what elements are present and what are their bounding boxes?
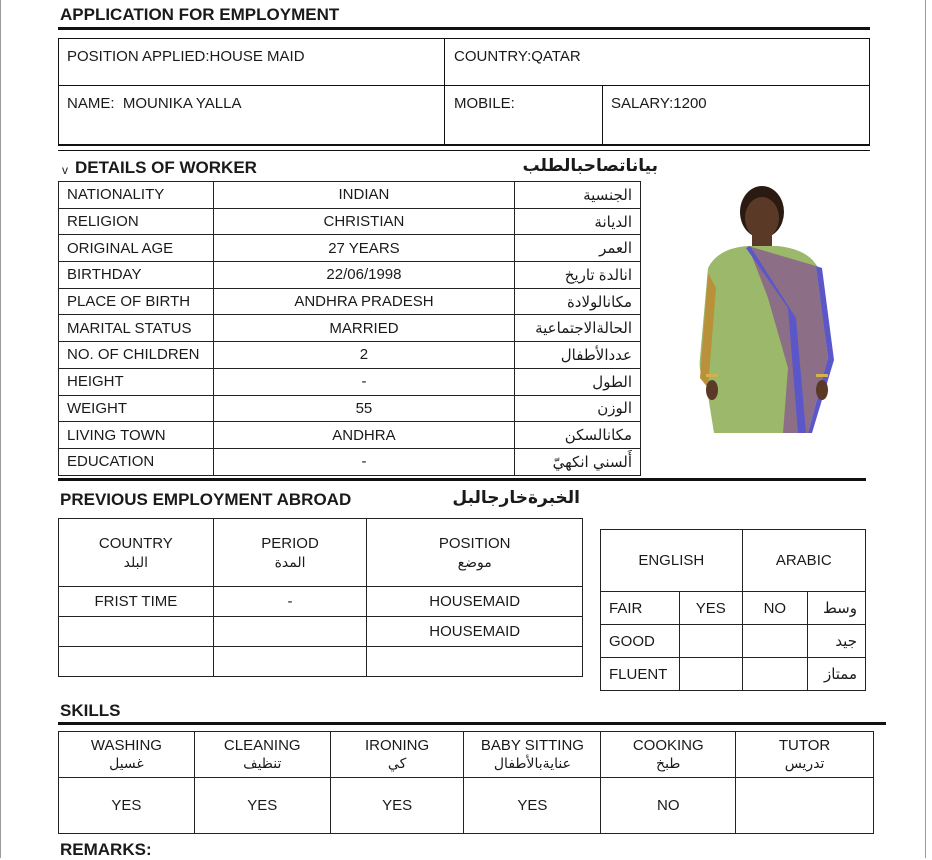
previous-cell bbox=[367, 647, 583, 677]
details-label: NO. OF CHILDREN bbox=[59, 342, 214, 369]
skill-value: YES bbox=[59, 778, 195, 834]
skills-table bbox=[58, 731, 874, 834]
skill-header bbox=[59, 732, 195, 778]
skill-label-ar: تنظيف bbox=[243, 755, 282, 771]
details-marker: v bbox=[62, 163, 68, 177]
language-header-row bbox=[601, 530, 866, 592]
details-label-ar: الوزن bbox=[515, 395, 641, 422]
skills-heading: SKILLS bbox=[60, 701, 121, 720]
previous-header-row bbox=[59, 519, 583, 587]
skills-rule bbox=[58, 722, 886, 725]
skill-value: NO bbox=[601, 778, 736, 834]
details-heading: DETAILS OF WORKER bbox=[75, 158, 257, 177]
language-level: FLUENT bbox=[601, 658, 680, 691]
details-value: - bbox=[213, 368, 514, 395]
details-value: INDIAN bbox=[213, 182, 514, 209]
section-rule bbox=[58, 478, 866, 481]
details-label: MARITAL STATUS bbox=[59, 315, 214, 342]
previous-column-header bbox=[367, 519, 583, 587]
previous-employment-table bbox=[58, 518, 583, 677]
details-row bbox=[59, 368, 641, 395]
details-value: CHRISTIAN bbox=[213, 208, 514, 235]
details-value: 55 bbox=[213, 395, 514, 422]
details-label: HEIGHT bbox=[59, 368, 214, 395]
details-label: BIRTHDAY bbox=[59, 262, 214, 289]
arabic-value: NO bbox=[742, 592, 808, 625]
previous-cell: HOUSEMAID bbox=[367, 587, 583, 617]
column-label-en: COUNTRY bbox=[98, 534, 173, 552]
applicant-photo bbox=[688, 178, 836, 436]
details-label-ar: أَلسني انكهيّ bbox=[515, 448, 641, 475]
column-label-en: POSITION bbox=[438, 534, 511, 552]
arabic-header: ARABIC bbox=[742, 530, 865, 592]
skill-label-ar: طبخ bbox=[656, 755, 681, 771]
previous-cell: HOUSEMAID bbox=[367, 617, 583, 647]
skill-label-ar: كي bbox=[387, 755, 407, 771]
language-level-ar: وسط bbox=[808, 592, 866, 625]
arabic-value bbox=[742, 625, 808, 658]
details-value: MARRIED bbox=[213, 315, 514, 342]
previous-cell bbox=[213, 647, 367, 677]
language-level: FAIR bbox=[601, 592, 680, 625]
language-level-ar: ممتاز bbox=[808, 658, 866, 691]
header-underline bbox=[58, 150, 870, 151]
details-label: EDUCATION bbox=[59, 448, 214, 475]
details-label-ar: انالدة تاريخ bbox=[515, 262, 641, 289]
skill-label-en: BABY SITTING bbox=[480, 737, 584, 754]
details-label: ORIGINAL AGE bbox=[59, 235, 214, 262]
details-row bbox=[59, 235, 641, 262]
skill-header bbox=[330, 732, 464, 778]
details-row bbox=[59, 208, 641, 235]
skill-label-en: WASHING bbox=[90, 737, 162, 754]
remarks-label: REMARKS: bbox=[60, 840, 152, 859]
language-row bbox=[601, 658, 866, 691]
page-border-left bbox=[0, 0, 1, 858]
skill-label-en: CLEANING bbox=[223, 737, 301, 754]
details-label-ar: الطول bbox=[515, 368, 641, 395]
skill-label-en: IRONING bbox=[364, 737, 430, 754]
details-label: PLACE OF BIRTH bbox=[59, 288, 214, 315]
details-label-ar: عددالأطفال bbox=[515, 342, 641, 369]
previous-row bbox=[59, 617, 583, 647]
previous-row bbox=[59, 587, 583, 617]
english-value bbox=[679, 658, 742, 691]
position-applied: POSITION APPLIED:HOUSE MAID bbox=[67, 48, 305, 65]
details-label-ar: مكانالسكن bbox=[515, 422, 641, 449]
skill-header bbox=[194, 732, 330, 778]
details-label-ar: الديانة bbox=[515, 208, 641, 235]
skill-value bbox=[736, 778, 874, 834]
details-label: LIVING TOWN bbox=[59, 422, 214, 449]
name-field: NAME: MOUNIKA YALLA bbox=[67, 95, 242, 112]
skill-header bbox=[601, 732, 736, 778]
details-row bbox=[59, 422, 641, 449]
previous-cell bbox=[59, 647, 214, 677]
language-table bbox=[600, 529, 866, 691]
details-heading-ar: بياناتصاحبالطلب bbox=[522, 156, 658, 175]
title-rule bbox=[58, 27, 870, 30]
page-border-right bbox=[925, 0, 926, 858]
column-label-en: PERIOD bbox=[261, 534, 319, 552]
english-value bbox=[679, 625, 742, 658]
skills-header-row bbox=[59, 732, 874, 778]
details-table bbox=[58, 181, 641, 476]
details-value: ANDHRA bbox=[213, 422, 514, 449]
arabic-value bbox=[742, 658, 808, 691]
details-row bbox=[59, 395, 641, 422]
english-header: ENGLISH bbox=[601, 530, 743, 592]
skill-label-ar: تدريس bbox=[784, 755, 825, 771]
language-row bbox=[601, 592, 866, 625]
column-label-ar: البلد bbox=[123, 553, 149, 570]
skill-label-en: TUTOR bbox=[778, 737, 831, 754]
language-level: GOOD bbox=[601, 625, 680, 658]
skill-label-ar: عنايةبالأطفال bbox=[493, 755, 571, 771]
details-row bbox=[59, 288, 641, 315]
details-label-ar: العمر bbox=[515, 235, 641, 262]
salary-field: SALARY:1200 bbox=[611, 95, 707, 112]
english-value: YES bbox=[679, 592, 742, 625]
skill-label-ar: غسيل bbox=[109, 755, 144, 771]
previous-column-header bbox=[59, 519, 214, 587]
details-row bbox=[59, 448, 641, 475]
column-label-ar: المدة bbox=[274, 553, 306, 570]
skill-label-en: COOKING bbox=[632, 737, 704, 754]
details-label-ar: مكانالولادة bbox=[515, 288, 641, 315]
details-value: 22/06/1998 bbox=[213, 262, 514, 289]
details-label: WEIGHT bbox=[59, 395, 214, 422]
column-label-ar: موضع bbox=[457, 553, 492, 570]
skills-value-row bbox=[59, 778, 874, 834]
skill-header bbox=[464, 732, 601, 778]
page-title: APPLICATION FOR EMPLOYMENT bbox=[60, 5, 340, 24]
previous-cell: FRIST TIME bbox=[59, 587, 214, 617]
previous-cell bbox=[213, 617, 367, 647]
previous-cell bbox=[59, 617, 214, 647]
details-label: RELIGION bbox=[59, 208, 214, 235]
previous-column-header bbox=[213, 519, 367, 587]
previous-cell: - bbox=[213, 587, 367, 617]
previous-heading: PREVIOUS EMPLOYMENT ABROAD bbox=[60, 490, 352, 509]
details-row bbox=[59, 342, 641, 369]
details-value: 2 bbox=[213, 342, 514, 369]
details-label-ar: الجنسية bbox=[515, 182, 641, 209]
details-value: 27 YEARS bbox=[213, 235, 514, 262]
details-label-ar: الحالةالاجتماعية bbox=[515, 315, 641, 342]
details-value: - bbox=[213, 448, 514, 475]
previous-heading-ar: الخبرةخارجالبل bbox=[452, 488, 580, 507]
country-field: COUNTRY:QATAR bbox=[454, 48, 581, 65]
skill-value: YES bbox=[330, 778, 464, 834]
details-row bbox=[59, 182, 641, 209]
skill-value: YES bbox=[194, 778, 330, 834]
details-value: ANDHRA PRADESH bbox=[213, 288, 514, 315]
details-row bbox=[59, 262, 641, 289]
mobile-field: MOBILE: bbox=[454, 95, 515, 112]
details-label: NATIONALITY bbox=[59, 182, 214, 209]
previous-row bbox=[59, 647, 583, 677]
skill-value: YES bbox=[464, 778, 601, 834]
language-level-ar: جيد bbox=[808, 625, 866, 658]
skill-header bbox=[736, 732, 874, 778]
details-row bbox=[59, 315, 641, 342]
language-row bbox=[601, 625, 866, 658]
